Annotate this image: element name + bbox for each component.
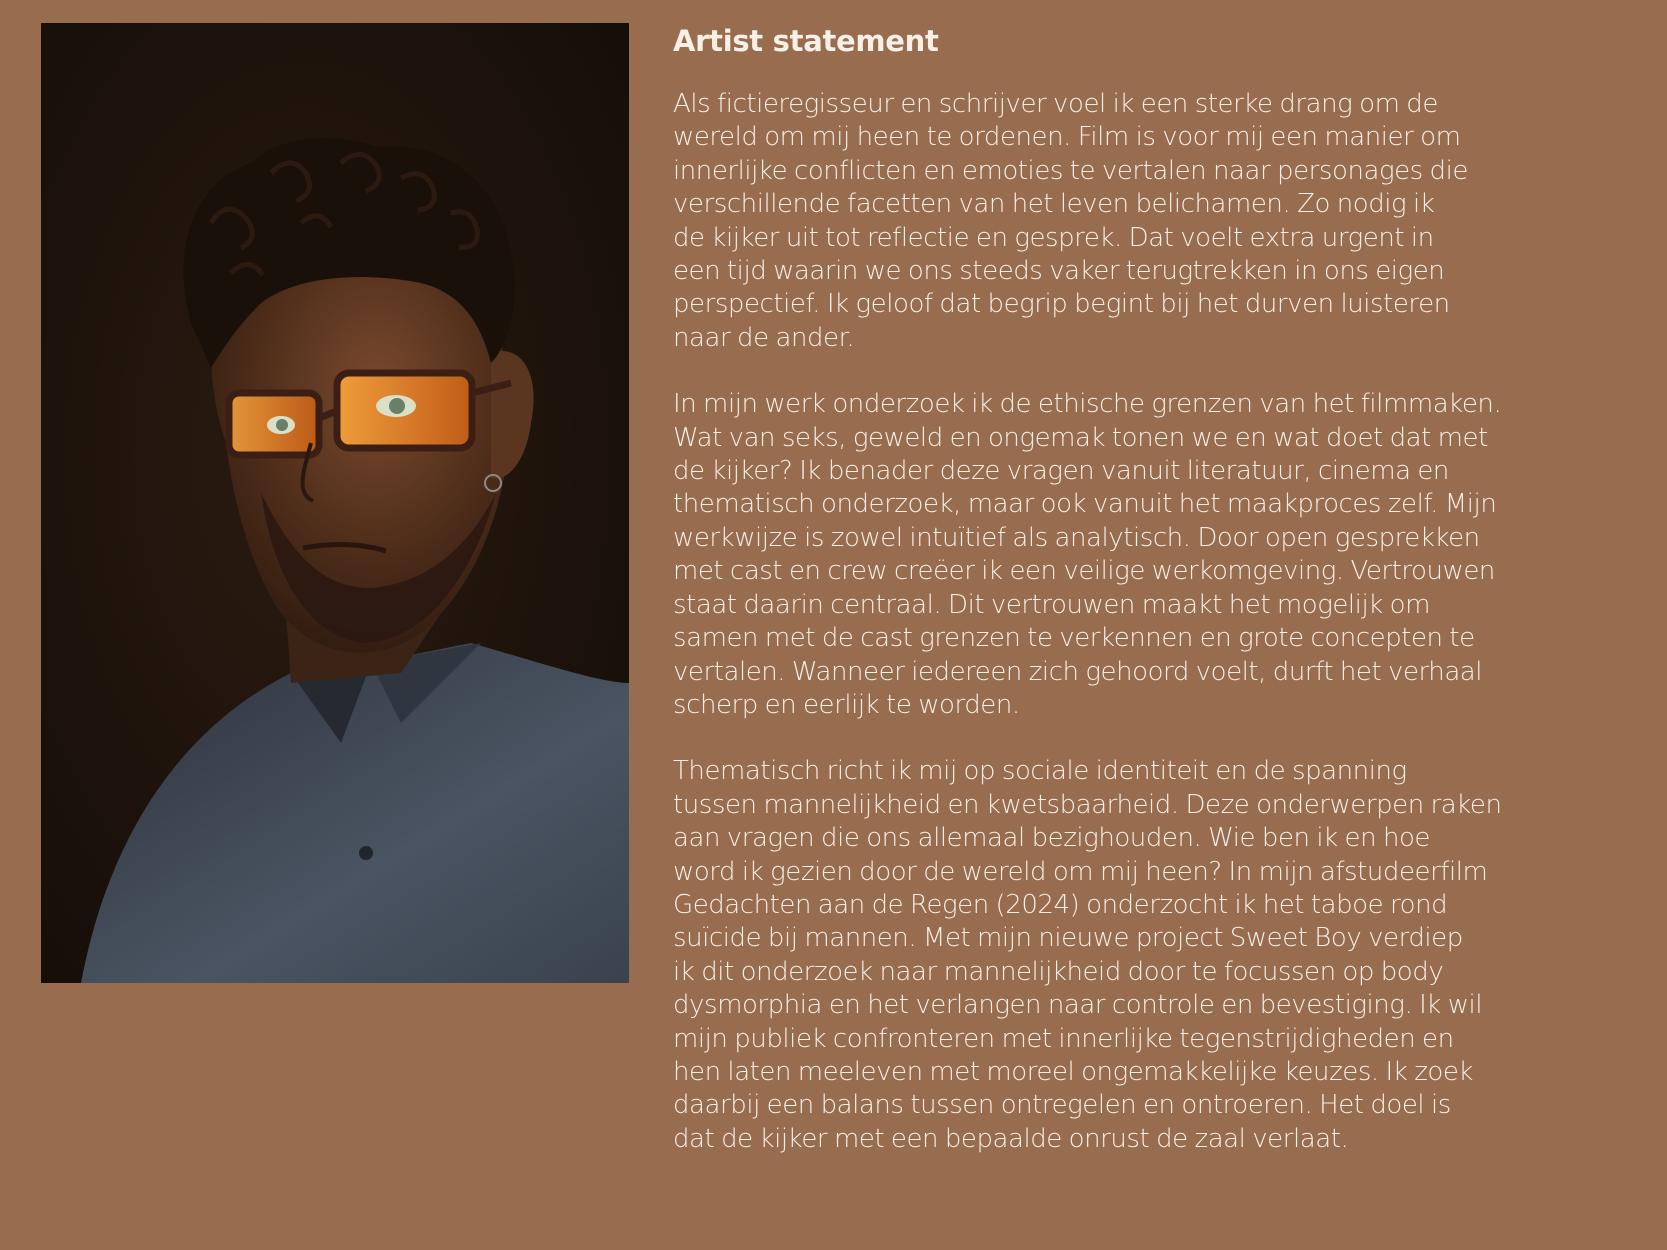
text-line: staat daarin centraal. Dit vertrouwen maakt het mogelijk om	[673, 589, 1430, 620]
statement-paragraph-2	[673, 388, 1663, 722]
text-line: thematisch onderzoek, maar ook vanuit het maakproces zelf. Mijn	[673, 489, 1497, 520]
text-line: samen met de cast grenzen te verkennen en grote concepten te	[673, 623, 1475, 654]
text-line: dysmorphia en het verlangen naar controle en bevestiging. Ik wil	[673, 990, 1483, 1021]
text-line: wereld om mij heen te ordenen. Film is voor mij een manier om	[673, 122, 1461, 153]
text-line: de kijker? Ik benader deze vragen vanuit literatuur, cinema en	[673, 456, 1449, 487]
text-line: ik dit onderzoek naar mannelijkheid door te focussen op body	[673, 956, 1444, 987]
text-line: tussen mannelijkheid en kwetsbaarheid. Deze onderwerpen raken	[673, 789, 1502, 820]
text-line: word ik gezien door de wereld om mij heen? In mijn afstudeerfilm	[673, 856, 1488, 887]
statement-title: Artist statement	[673, 24, 939, 58]
text-line: suïcide bij mannen. Met mijn nieuwe project Sweet Boy verdiep	[673, 923, 1463, 954]
artist-statement	[673, 22, 1663, 1189]
text-line: daarbij een balans tussen ontregelen en ontroeren. Het doel is	[673, 1090, 1451, 1121]
portrait-photo	[41, 23, 629, 983]
text-line: scherp en eerlijk te worden.	[673, 689, 1020, 720]
text-line: Gedachten aan de Regen (2024) onderzocht ik het taboe rond	[673, 889, 1448, 920]
statement-paragraph-1	[673, 88, 1663, 355]
text-line: mijn publiek confronteren met innerlijke tegenstrijdigheden en	[673, 1023, 1454, 1054]
text-line: hen laten meeleven met moreel ongemakkelijke keuzes. Ik zoek	[673, 1056, 1473, 1087]
text-line: Wat van seks, geweld en ongemak tonen we en wat doet dat met	[673, 422, 1488, 453]
text-line: een tijd waarin we ons steeds vaker terugtrekken in ons eigen	[673, 256, 1445, 287]
statement-paragraph-3	[673, 755, 1663, 1156]
text-line: met cast en crew creëer ik een veilige werkomgeving. Vertrouwen	[673, 556, 1495, 587]
text-line: In mijn werk onderzoek ik de ethische grenzen van het filmmaken.	[673, 389, 1502, 420]
text-line: naar de ander.	[673, 322, 855, 353]
text-line: verschillende facetten van het leven belichamen. Zo nodig ik	[673, 189, 1435, 220]
text-line: Thematisch richt ik mij op sociale identiteit en de spanning	[673, 756, 1407, 787]
text-line: Als fictieregisseur en schrijver voel ik een sterke drang om de	[673, 89, 1438, 119]
text-line: de kijker uit tot reflectie en gesprek. Dat voelt extra urgent in	[673, 222, 1434, 253]
text-line: vertalen. Wanneer iedereen zich gehoord voelt, durft het verhaal	[673, 656, 1483, 687]
text-line: werkwijze is zowel intuïtief als analytisch. Door open gesprekken	[673, 522, 1480, 553]
text-line: perspectief. Ik geloof dat begrip begint bij het durven luisteren	[673, 289, 1450, 320]
text-line: dat de kijker met een bepaalde onrust de zaal verlaat.	[673, 1123, 1349, 1154]
text-line: innerlijke conflicten en emoties te vertalen naar personages die	[673, 155, 1468, 186]
text-line: aan vragen die ons allemaal bezighouden. Wie ben ik en hoe	[673, 823, 1430, 854]
